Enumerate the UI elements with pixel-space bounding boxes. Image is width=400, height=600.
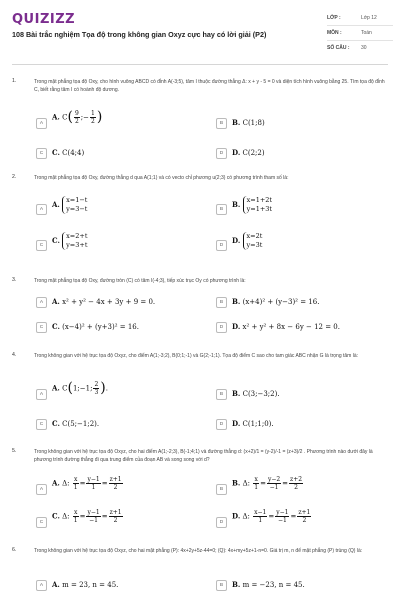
option-answer: B. m = −23, n = 45. [232, 580, 305, 589]
page-title: 108 Bài trắc nghiệm Tọa độ trong không gian Oxyz cực hay có lời giải (P2) [12, 30, 267, 39]
option-c[interactable] [34, 415, 204, 433]
option-answer: D. Δ: $\frac{x-1}{1}$ = $\frac{y-1}{-1}$ = $\frac{z+1}{2}$ [232, 509, 311, 524]
option-b[interactable] [214, 474, 384, 504]
option-letter: B [216, 204, 227, 215]
option-answer: B. x=1+2t y=1+3t [232, 196, 273, 213]
meta-value: Toán [361, 30, 372, 36]
option-letter: B [216, 580, 227, 591]
meta-value: 30 [361, 45, 367, 51]
meta-key: LỚP : [327, 15, 341, 21]
option-answer: C. C(4;4) [52, 148, 85, 157]
option-answer: C. (x−4)² + (y+3)² = 16. [52, 322, 139, 331]
option-answer: B. C(3;−3;2). [232, 389, 280, 398]
option-c[interactable] [34, 507, 204, 537]
option-a[interactable] [34, 576, 204, 594]
option-letter: C [36, 148, 47, 159]
meta-key: MÔN : [327, 30, 342, 36]
option-b[interactable] [214, 293, 384, 311]
quizizz-logo: QUIZIZZ [12, 12, 76, 27]
option-d[interactable] [214, 144, 384, 162]
option-letter: A [36, 204, 47, 215]
option-letter: D [216, 419, 227, 430]
option-letter: B [216, 484, 227, 495]
option-letter: C [36, 240, 47, 251]
option-letter: A [36, 484, 47, 495]
question-number: 6. [12, 547, 17, 553]
option-letter: C [36, 322, 47, 333]
question-text: Trong mặt phẳng tọa độ Oxy, đường thẳng d qua A(1;1) và có vecto chỉ phương u(2;3) có phương trình tham số là: [34, 175, 289, 181]
option-answer: A. m = 23, n = 45. [52, 580, 119, 589]
option-answer: A. C( $\frac{9}{2}$ ;− $\frac{1}{2}$ ) [52, 109, 103, 125]
option-a[interactable] [34, 293, 204, 311]
option-answer: A. C(1;−1; $\frac{2}{3}$ ). [52, 380, 108, 396]
option-letter: B [216, 118, 227, 129]
meta-value: Lớp 12 [361, 15, 377, 21]
question-text: Trong mặt phẳng tọa độ Oxy, cho hình vuông ABCD có đỉnh A(-3;5), tâm I thuộc đường thẳng Δ: x + y - 5 = 0 và diện tích hình vuông bằng 25. Tìm tọa độ đỉnh C, biết rằng tâm I có hoành độ dương. [34, 79, 385, 93]
option-letter: D [216, 517, 227, 528]
question-number: 2. [12, 174, 17, 180]
option-b[interactable] [214, 194, 384, 224]
question-text: Trong không gian với hệ trục tọa độ Oxyz, cho điểm A(1;-3;2), B(0;1;-1) và G(2;-1;1). Tọa độ điểm C sao cho tam giác ABC nhận G là trọng tâm là: [34, 353, 358, 359]
option-answer: C. Δ: $\frac{x}{1}$ = $\frac{y-1}{-1}$ = $\frac{z+1}{2}$ [52, 509, 122, 524]
option-d[interactable] [214, 318, 384, 336]
option-answer: A. Δ: $\frac{x}{1}$ = $\frac{y-1}{1}$ = $\frac{z+1}{2}$ [52, 476, 122, 491]
meta-key: SỐ CÂU : [327, 45, 350, 51]
option-d[interactable] [214, 415, 384, 433]
option-letter: D [216, 148, 227, 159]
question-text: Trong mặt phẳng tọa độ Oxy, đường tròn (C) có tâm I(-4;3), tiếp xúc trục Oy có phương trình là: [34, 278, 246, 284]
option-b[interactable] [214, 114, 384, 132]
header-divider [12, 64, 388, 65]
option-a[interactable] [34, 108, 204, 138]
option-letter: C [36, 517, 47, 528]
option-c[interactable] [34, 144, 204, 162]
worksheet-header [0, 0, 400, 66]
option-letter: A [36, 118, 47, 129]
option-answer: B. (x+4)² + (y−3)² = 16. [232, 297, 320, 306]
option-letter: B [216, 297, 227, 308]
option-answer: A. x=1−t y=3−t [52, 196, 88, 213]
option-a[interactable] [34, 194, 204, 224]
meta-divider [327, 40, 393, 41]
option-d[interactable] [214, 230, 384, 260]
option-answer: B. C(1;8) [232, 118, 265, 127]
question-text: Trong không gian với hệ trục tọa độ Oxyz, cho hai mặt phẳng (P): 4x+2y+5z-44=0; (Q): 4x+my+5z+1-n=0. Giá trị m, n để mặt phẳng (P) trùng (Q) là: [34, 548, 363, 554]
meta-divider [327, 25, 393, 26]
option-letter: C [36, 419, 47, 430]
option-d[interactable] [214, 507, 384, 537]
question-text: Trong không gian với hệ trục tọa độ Oxyz, cho hai điểm A(1;-2;3), B(-1;4;1) và đường thẳng d: (x+2)/1 = (y-2)/-1 = (z+3)/2 . Phương trình nào dưới đây là phương trình đường thẳng đi qua trung điểm của đoạn AB và song song với d? [34, 449, 373, 463]
option-letter: D [216, 240, 227, 251]
question-number: 3. [12, 277, 17, 283]
option-answer: C. x=2+t y=3+t [52, 232, 88, 249]
option-answer: A. x² + y² − 4x + 3y + 9 = 0. [52, 297, 156, 306]
question-number: 1. [12, 78, 17, 84]
option-answer: B. Δ: $\frac{x}{1}$ = $\frac{y-2}{-1}$ = $\frac{z+2}{2}$ [232, 476, 303, 491]
option-answer: D. C(2;2) [232, 148, 265, 157]
option-answer: D. x=2t y=3t [232, 232, 263, 249]
question-number: 4. [12, 352, 17, 358]
option-a[interactable] [34, 379, 204, 409]
option-a[interactable] [34, 474, 204, 504]
option-letter: A [36, 297, 47, 308]
question-number: 5. [12, 448, 17, 454]
option-letter: A [36, 389, 47, 400]
option-c[interactable] [34, 230, 204, 260]
option-answer: D. C(1;1;0). [232, 419, 274, 428]
option-answer: C. C(5;−1;2). [52, 419, 100, 428]
option-c[interactable] [34, 318, 204, 336]
option-letter: B [216, 389, 227, 400]
option-b[interactable] [214, 385, 384, 403]
option-b[interactable] [214, 576, 384, 594]
option-answer: D. x² + y² + 8x − 6y − 12 = 0. [232, 322, 340, 331]
option-letter: A [36, 580, 47, 591]
option-letter: D [216, 322, 227, 333]
